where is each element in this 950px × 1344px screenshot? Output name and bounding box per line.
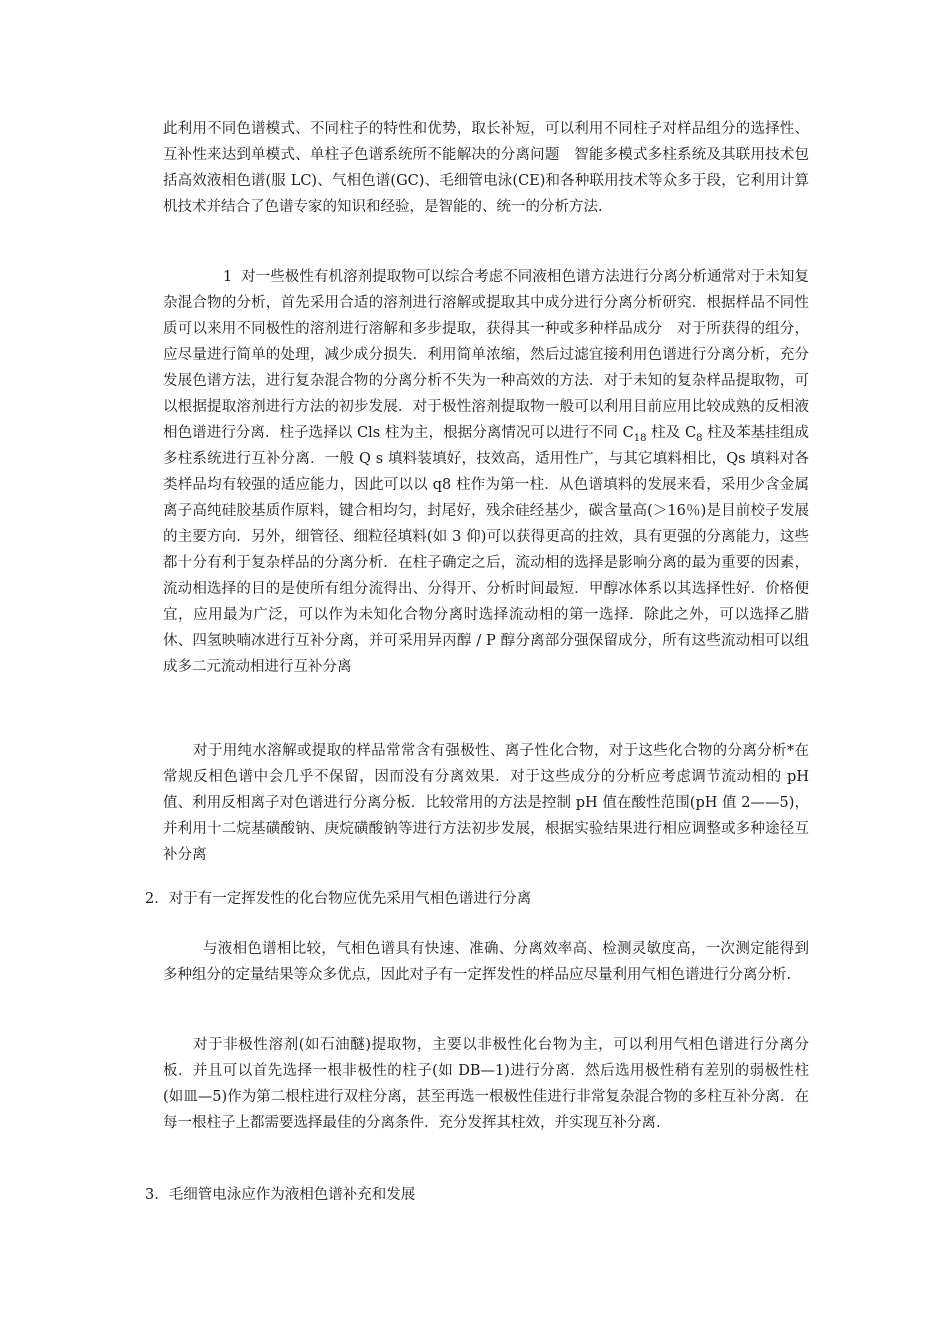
section-heading-3: 3．毛细管电泳应作为液相色谱补充和发展 bbox=[145, 1187, 416, 1203]
subscript-18: 18 bbox=[633, 432, 647, 444]
section-1-text-b: 柱及 C bbox=[646, 425, 697, 441]
paragraph-intro: 此利用不同色谱模式、不同柱子的特性和优势，取长补短，可以利用不同柱子对样品组分的选择性、互补性来达到单模式、单柱子色谱系统所不能解决的分离问题 智能多模式多柱系统及其联用技术包括高效液相色谱(服 LC)、气相色谱(GC)、毛细管电泳(CE)和各种联用技术等众多于段，它利用计算机技术并结合了色谱专家的知识和经验，是智能的、统一的分析方法. bbox=[163, 121, 809, 215]
paragraph-section-1 bbox=[163, 264, 809, 680]
paragraph-nonpolar-extracts: 对于非极性溶剂(如石油醚)提取物，主要以非极性化台物为主，可以利用气相色谱进行分离分板．并且可以首先选择一根非极性的柱子(如 DB—1)进行分离．然后选用极性稍有差别的弱极性柱(如皿—5)作为第二根柱进行双柱分离，甚至再选一根极性佳进行非常复杂混合物的多柱互补分离．在每一根柱子上都需要选择最佳的分离条件．充分发挥其柱效，并实现互补分离. bbox=[163, 1037, 809, 1131]
section-number: 1 bbox=[223, 269, 233, 285]
section-1-text-c: 柱及苯基挂组成多柱系统进行互补分离．一般 Q s 填料装填好，技效高，适用性广，与其它填料相比，Qs 填料对各类样品均有较强的适应能力，因此可以以 q8 柱作为第一柱．从色谱填料的发展来看，采用少含金属离子高纯硅胶基质作原料，键合相均匀，封尾好，残余硅经基少，碳含量高(＞16％)是目前校子发展的主要方向．另外，细管径、细粒径填料(如 3 仰)可以获得更高的拄效，具有更强的分离能力，这些都十分有利于复杂样品的分离分析．在柱子确定之后，流动相的选择是影响分离的最为重要的因素，流动相选择的目的是使所有组分流得出、分得开、分析时间最短．甲醇冰体系以其选择性好．价格便宜，应用最为广泛，可以作为未知化合物分离时选择流动相的第一选择．除此之外，可以选择乙腊休、四氢映喃冰进行互补分离，并可采用异丙醇 / P 醇分离部分强保留成分，所有这些流动相可以组成多二元流动相进行互补分离 bbox=[163, 425, 810, 675]
section-heading-2: 2．对于有一定挥发性的化台物应优先采用气相色谱进行分离 bbox=[145, 891, 532, 907]
section-1-text-a: 对一些极性有机溶剂提取物可以综合考虑不同液相色谱方法进行分离分析通常对于未知复杂混合物的分析，首先采用合适的溶剂进行溶解或提取其中成分进行分离分析研究．根据样品不同性质可以来用不同极性的溶剂进行溶解和多步提取，获得其一种或多种样品成分 对于所获得的组分，应尽量进行简单的处理，减少成分损失．利用简单浓缩，然后过滤宜接利用色谱进行分离分析，充分发展色谱方法，进行复杂混合物的分离分析不失为一种高效的方法．对于未知的复杂样品提取物，可以根据提取溶剂进行方法的初步发展．对于极性溶剂提取物一般可以利用目前应用比较成熟的反相液相色谱进行分离．柱子选择以 Cls 柱为主，根据分离情况可以进行不同 C bbox=[163, 269, 809, 441]
paragraph-aqueous-samples: 对于用纯水溶解或提取的样品常常含有强极性、离子性化合物，对于这些化合物的分离分析*在常规反相色谱中会几乎不保留，因而没有分离效果．对于这些成分的分析应考虑调节流动相的 pH 值、利用反相离子对色谱进行分离分板．比较常用的方法是控制 pH 值在酸性范围(pH 值 2——5)，并利用十二烷基磺酸钠、庚烷磺酸钠等进行方法初步发展，根据实验结果进行相应调整或多种途径互补分离 bbox=[163, 743, 809, 863]
paragraph-gc-advantages: 与液相色谱相比较，气相色谱具有快速、准确、分离效率高、检测灵敏度高，一次测定能得到多种组分的定量结果等众多优点，因此对子有一定挥发性的样品应尽量利用气相色谱进行分离分析. bbox=[163, 941, 809, 983]
subscript-8: 8 bbox=[696, 432, 703, 444]
